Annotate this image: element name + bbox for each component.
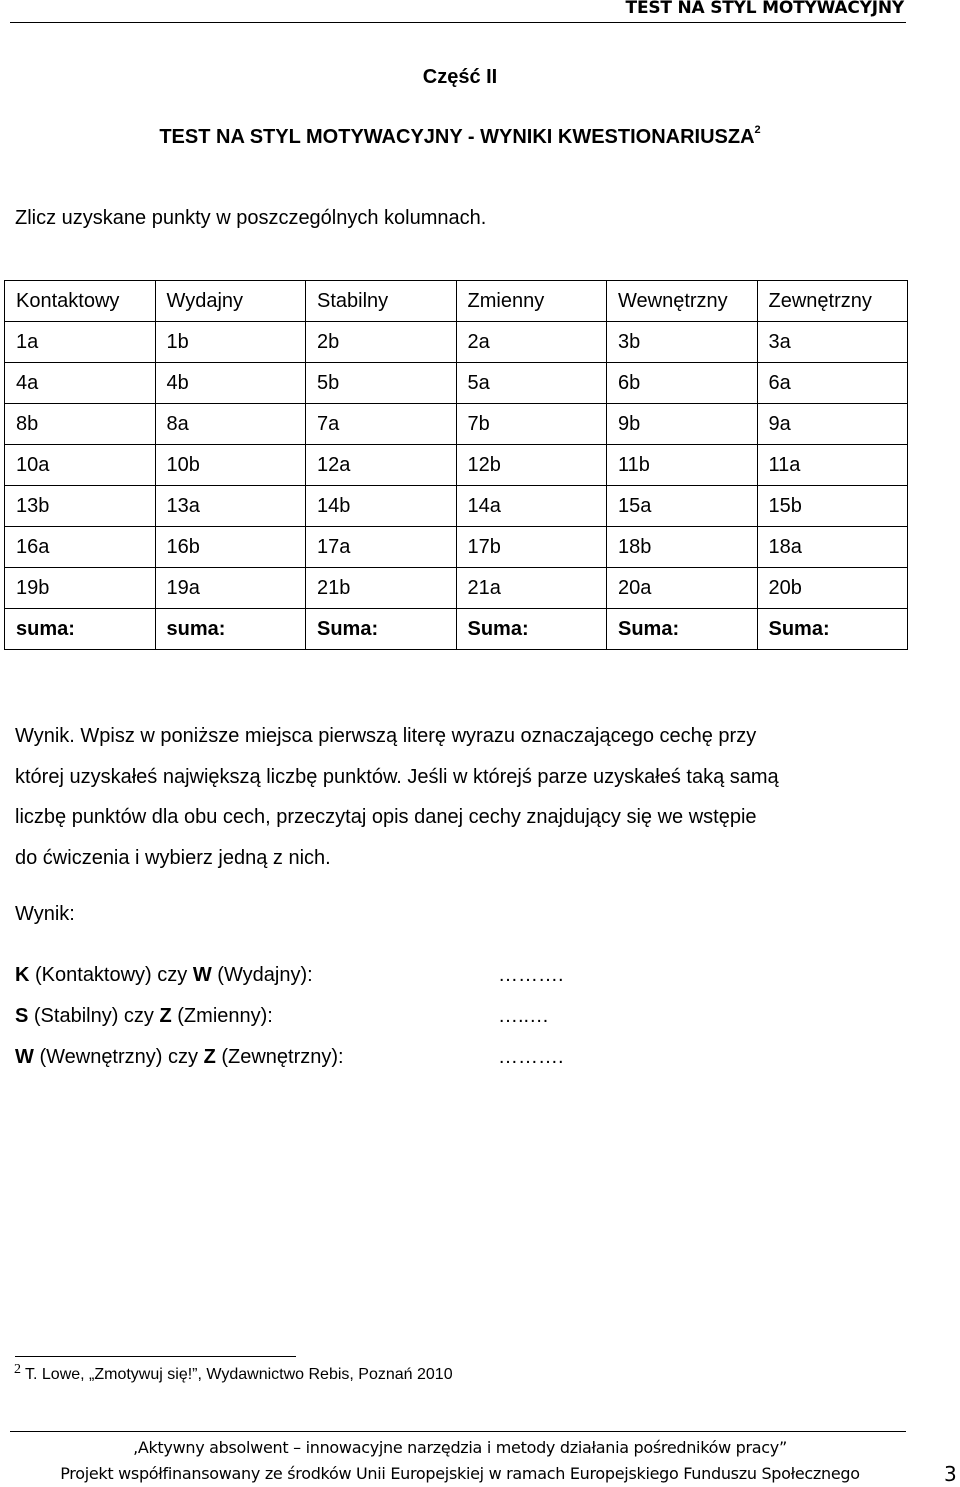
choice-letter: Z bbox=[203, 1046, 216, 1068]
table-cell: 12a bbox=[306, 445, 457, 486]
table-cell: 12b bbox=[456, 445, 607, 486]
column-header-wydajny: Wydajny bbox=[155, 281, 306, 322]
table-cell: 18b bbox=[607, 527, 758, 568]
table-header-row bbox=[5, 281, 908, 322]
table-cell: 9a bbox=[757, 404, 908, 445]
choice-wewnetrzny-zewnetrzny bbox=[15, 1046, 915, 1072]
table-row bbox=[5, 568, 908, 609]
choice-text: (Wewnętrzny) czy bbox=[33, 1046, 204, 1068]
table-cell: 19a bbox=[155, 568, 306, 609]
header-rule bbox=[10, 22, 906, 23]
footnote-rule bbox=[15, 1356, 296, 1357]
choice-question bbox=[15, 1046, 344, 1069]
page-number: 3 bbox=[944, 1462, 957, 1486]
table-cell: 8b bbox=[5, 404, 156, 445]
table-cell: 15b bbox=[757, 486, 908, 527]
choice-kontaktowy-wydajny bbox=[15, 964, 915, 990]
running-header: TEST NA STYL MOTYWACYJNY bbox=[625, 0, 904, 18]
footer-project-title: ‚Aktywny absolwent – innowacyjne narzędzia i metody działania pośredników pracy” bbox=[133, 1438, 787, 1457]
table-cell: 6b bbox=[607, 363, 758, 404]
table-cell: 7a bbox=[306, 404, 457, 445]
table-cell: 8a bbox=[155, 404, 306, 445]
choice-question bbox=[15, 964, 313, 987]
table-cell: 15a bbox=[607, 486, 758, 527]
document-title bbox=[0, 126, 920, 149]
paragraph-line: liczbę punktów dla obu cech, przeczytaj opis danej cechy znajdujący się we wstępie bbox=[15, 806, 757, 828]
table-cell: 1b bbox=[155, 322, 306, 363]
table-cell: 21b bbox=[306, 568, 457, 609]
column-header-zewnetrzny: Zewnętrzny bbox=[757, 281, 908, 322]
sum-cell: Suma: bbox=[306, 609, 457, 650]
table-cell: 5a bbox=[456, 363, 607, 404]
table-cell: 17b bbox=[456, 527, 607, 568]
choice-text: (Kontaktowy) czy bbox=[29, 964, 193, 986]
sum-cell: Suma: bbox=[607, 609, 758, 650]
column-header-stabilny: Stabilny bbox=[306, 281, 457, 322]
table-cell: 3a bbox=[757, 322, 908, 363]
table-cell: 2a bbox=[456, 322, 607, 363]
sum-cell: suma: bbox=[155, 609, 306, 650]
document-title-text: TEST NA STYL MOTYWACYJNY - WYNIKI KWESTIONARIUSZA bbox=[159, 126, 755, 148]
footnote-text: T. Lowe, „Zmotywuj się!”, Wydawnictwo Rebis, Poznań 2010 bbox=[25, 1366, 453, 1383]
results-table bbox=[4, 280, 908, 650]
table-sum-row bbox=[5, 609, 908, 650]
table-row bbox=[5, 445, 908, 486]
choice-letter: Z bbox=[159, 1005, 172, 1027]
footnote-reference[interactable]: 2 bbox=[754, 124, 761, 136]
choice-question bbox=[15, 1005, 273, 1028]
table-cell: 20b bbox=[757, 568, 908, 609]
answer-blank[interactable]: ………. bbox=[498, 1046, 564, 1068]
table-cell: 21a bbox=[456, 568, 607, 609]
choice-text: (Wydajny): bbox=[211, 964, 313, 986]
table-cell: 5b bbox=[306, 363, 457, 404]
column-header-kontaktowy: Kontaktowy bbox=[5, 281, 156, 322]
column-header-wewnetrzny: Wewnętrzny bbox=[607, 281, 758, 322]
choice-stabilny-zmienny bbox=[15, 1005, 915, 1031]
table-cell: 4b bbox=[155, 363, 306, 404]
choice-text: (Zewnętrzny): bbox=[215, 1046, 344, 1068]
table-cell: 13a bbox=[155, 486, 306, 527]
answer-blank[interactable]: …..… bbox=[498, 1005, 550, 1027]
table-cell: 6a bbox=[757, 363, 908, 404]
column-header-zmienny: Zmienny bbox=[456, 281, 607, 322]
table-cell: 13b bbox=[5, 486, 156, 527]
table-cell: 17a bbox=[306, 527, 457, 568]
table-row bbox=[5, 363, 908, 404]
result-label: Wynik: bbox=[15, 903, 75, 925]
table-cell: 2b bbox=[306, 322, 457, 363]
choice-text: (Stabilny) czy bbox=[28, 1005, 160, 1027]
paragraph-line: Wynik. Wpisz w poniższe miejsca pierwszą literę wyrazu oznaczającego cechę przy bbox=[15, 725, 757, 747]
paragraph-line: której uzyskałeś największą liczbę punktów. Jeśli w którejś parze uzyskałeś taką samą bbox=[15, 765, 779, 788]
sum-cell: Suma: bbox=[757, 609, 908, 650]
table-cell: 16a bbox=[5, 527, 156, 568]
table-cell: 1a bbox=[5, 322, 156, 363]
result-instructions bbox=[15, 716, 905, 878]
footnote-mark: 2 bbox=[14, 1362, 21, 1377]
table-cell: 19b bbox=[5, 568, 156, 609]
table-row bbox=[5, 322, 908, 363]
table-cell: 11a bbox=[757, 445, 908, 486]
table-cell: 20a bbox=[607, 568, 758, 609]
choice-letter: W bbox=[15, 1046, 34, 1068]
footnote bbox=[14, 1362, 453, 1384]
footer-rule bbox=[10, 1431, 906, 1432]
table-row bbox=[5, 527, 908, 568]
table-cell: 14b bbox=[306, 486, 457, 527]
answer-blank[interactable]: ………. bbox=[498, 964, 564, 986]
instruction-text: Zlicz uzyskane punkty w poszczególnych kolumnach. bbox=[15, 207, 487, 229]
table-row bbox=[5, 486, 908, 527]
table-cell: 3b bbox=[607, 322, 758, 363]
table-cell: 14a bbox=[456, 486, 607, 527]
table-cell: 4a bbox=[5, 363, 156, 404]
choice-text: (Zmienny): bbox=[171, 1005, 273, 1027]
sum-cell: suma: bbox=[5, 609, 156, 650]
part-title: Część II bbox=[422, 66, 498, 88]
table-cell: 18a bbox=[757, 527, 908, 568]
sum-cell: Suma: bbox=[456, 609, 607, 650]
table-cell: 9b bbox=[607, 404, 758, 445]
choice-letter: K bbox=[15, 964, 30, 986]
table-row bbox=[5, 404, 908, 445]
table-cell: 11b bbox=[607, 445, 758, 486]
footer-funding-note: Projekt współfinansowany ze środków Unii Europejskiej w ramach Europejskiego Funduszu Społecznego bbox=[60, 1464, 860, 1483]
table-cell: 10b bbox=[155, 445, 306, 486]
table-cell: 10a bbox=[5, 445, 156, 486]
paragraph-line: do ćwiczenia i wybierz jedną z nich. bbox=[15, 846, 331, 869]
table-cell: 16b bbox=[155, 527, 306, 568]
choice-letter: W bbox=[192, 964, 212, 986]
table-cell: 7b bbox=[456, 404, 607, 445]
choice-letter: S bbox=[15, 1005, 29, 1027]
